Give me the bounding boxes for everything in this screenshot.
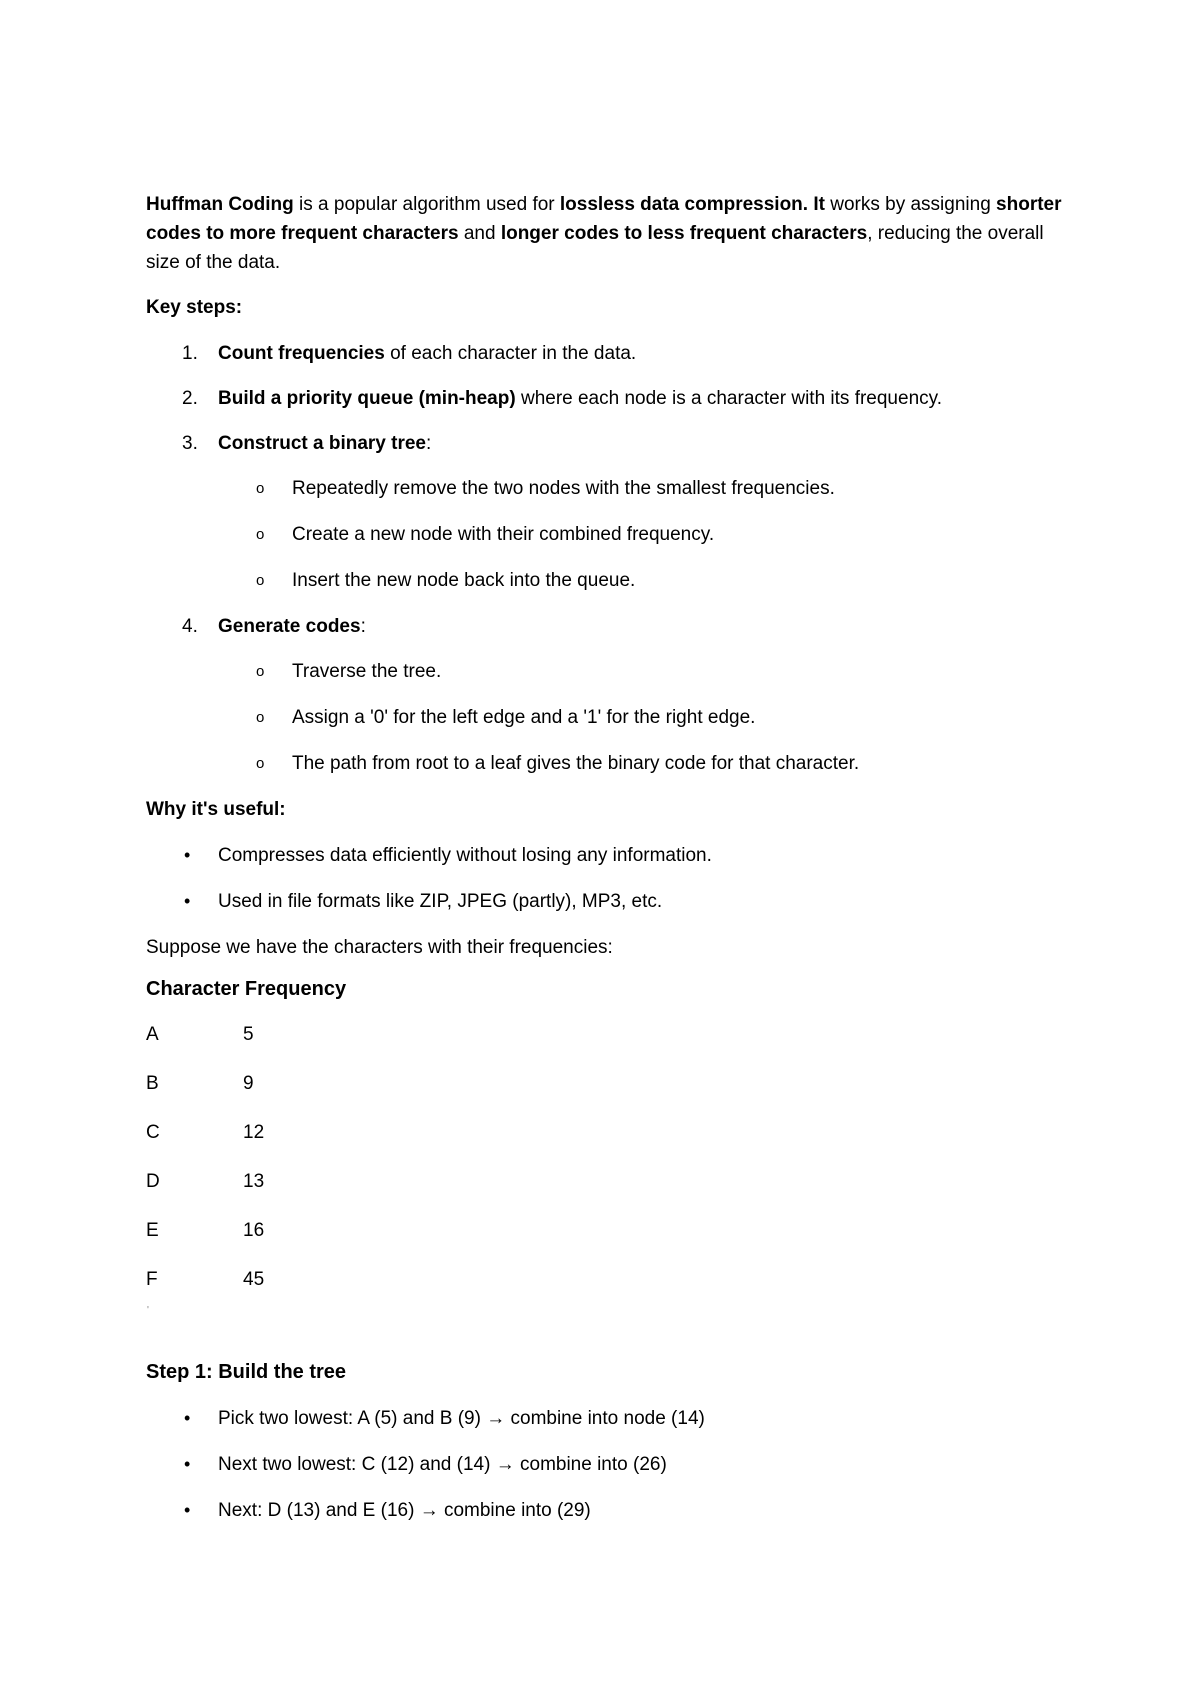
step-title: Build a priority queue (min-heap) [218,388,516,409]
intro-term: Huffman Coding [146,194,294,215]
frequency-table [146,1010,264,1304]
bullet-icon: • [184,891,191,911]
sub-item [146,703,1066,732]
freq-cell: 9 [243,1073,254,1094]
intro-emphasis-4: longer codes to less frequent characters [500,223,868,244]
table-row [146,1206,264,1255]
stray-mark: ' [147,1305,149,1316]
char-cell: F [146,1269,158,1290]
intro-text-2: works by assigning [824,194,997,215]
step-title: Generate codes [218,616,361,637]
circle-bullet-icon: o [256,709,265,726]
step-title: Count frequencies [218,343,385,364]
bullet-icon: • [184,1408,191,1428]
sub-item [146,566,1066,595]
char-cell: C [146,1122,160,1143]
step1-heading: Step 1: Build the tree [146,1361,347,1383]
char-cell: E [146,1220,159,1241]
freq-cell: 13 [243,1171,265,1192]
circle-bullet-icon: o [256,526,265,543]
step-text: of each character in the data. [384,343,637,364]
sub-item-text: Create a new node with their combined frequency. [292,524,715,545]
table-row [146,1010,264,1059]
step-text: : [426,433,432,454]
bullet-icon: • [184,845,191,865]
bullet-item [146,1450,1066,1479]
bullet-icon: • [184,1454,191,1474]
table-row [146,1059,264,1108]
step-number: 4. [182,616,198,637]
intro-paragraph [146,190,1066,277]
step-item-4 [146,612,1066,641]
bullet-text: Next: D (13) and E (16) → combine into (29) [218,1500,591,1521]
char-cell: D [146,1171,160,1192]
step-item-2 [146,384,1066,413]
sub-item-text: The path from root to a leaf gives the binary code for that character. [292,753,860,774]
why-useful-heading: Why it's useful: [146,799,286,820]
bullet-text: Compresses data efficiently without losing any information. [218,845,712,866]
freq-cell: 45 [243,1269,265,1290]
table-header: Character Frequency [146,978,347,1000]
intro-emphasis-3: shorter codes to more frequent characters [146,194,1062,244]
sub-item-text: Assign a '0' for the left edge and a '1' for the right edge. [292,707,756,728]
sub-item [146,657,1066,686]
bullet-text: Used in file formats like ZIP, JPEG (partly), MP3, etc. [218,891,663,912]
sub-item [146,474,1066,503]
freq-cell: 12 [243,1122,265,1143]
intro-emphasis-1: lossless data compression [559,194,803,215]
bullet-item [146,887,1066,916]
step-text: : [360,616,366,637]
char-cell: A [146,1024,159,1045]
suppose-paragraph: Suppose we have the characters with their frequencies: [146,937,613,958]
document-body [146,190,1066,1542]
bullet-item [146,1404,1066,1433]
intro-text-3: and [458,223,501,244]
sub-item [146,520,1066,549]
sub-item [146,749,1066,778]
char-cell: B [146,1073,159,1094]
step-title: Construct a binary tree [218,433,426,454]
sub-item-text: Traverse the tree. [292,661,442,682]
intro-text-1: is a popular algorithm used for [293,194,560,215]
step-item-3 [146,429,1066,458]
circle-bullet-icon: o [256,572,265,589]
table-row [146,1255,264,1304]
sub-item-text: Repeatedly remove the two nodes with the smallest frequencies. [292,478,835,499]
sub-item-text: Insert the new node back into the queue. [292,570,636,591]
bullet-text: Next two lowest: C (12) and (14) → combine into (26) [218,1454,667,1475]
freq-cell: 16 [243,1220,265,1241]
key-steps-heading: Key steps: [146,297,243,318]
step-item-1 [146,339,1066,368]
intro-text-4: , reducing the overall size of the data. [146,223,1044,273]
freq-cell: 5 [243,1024,254,1045]
intro-emphasis-2: . It [802,194,825,215]
bullet-item [146,841,1066,870]
bullet-item [146,1496,1066,1525]
bullet-icon: • [184,1500,191,1520]
step-number: 1. [182,343,198,364]
circle-bullet-icon: o [256,663,265,680]
table-row [146,1157,264,1206]
circle-bullet-icon: o [256,755,265,772]
step-text: where each node is a character with its frequency. [515,388,942,409]
step-number: 3. [182,433,198,454]
table-row [146,1108,264,1157]
circle-bullet-icon: o [256,480,265,497]
step-number: 2. [182,388,198,409]
bullet-text: Pick two lowest: A (5) and B (9) → combine into node (14) [218,1408,705,1429]
